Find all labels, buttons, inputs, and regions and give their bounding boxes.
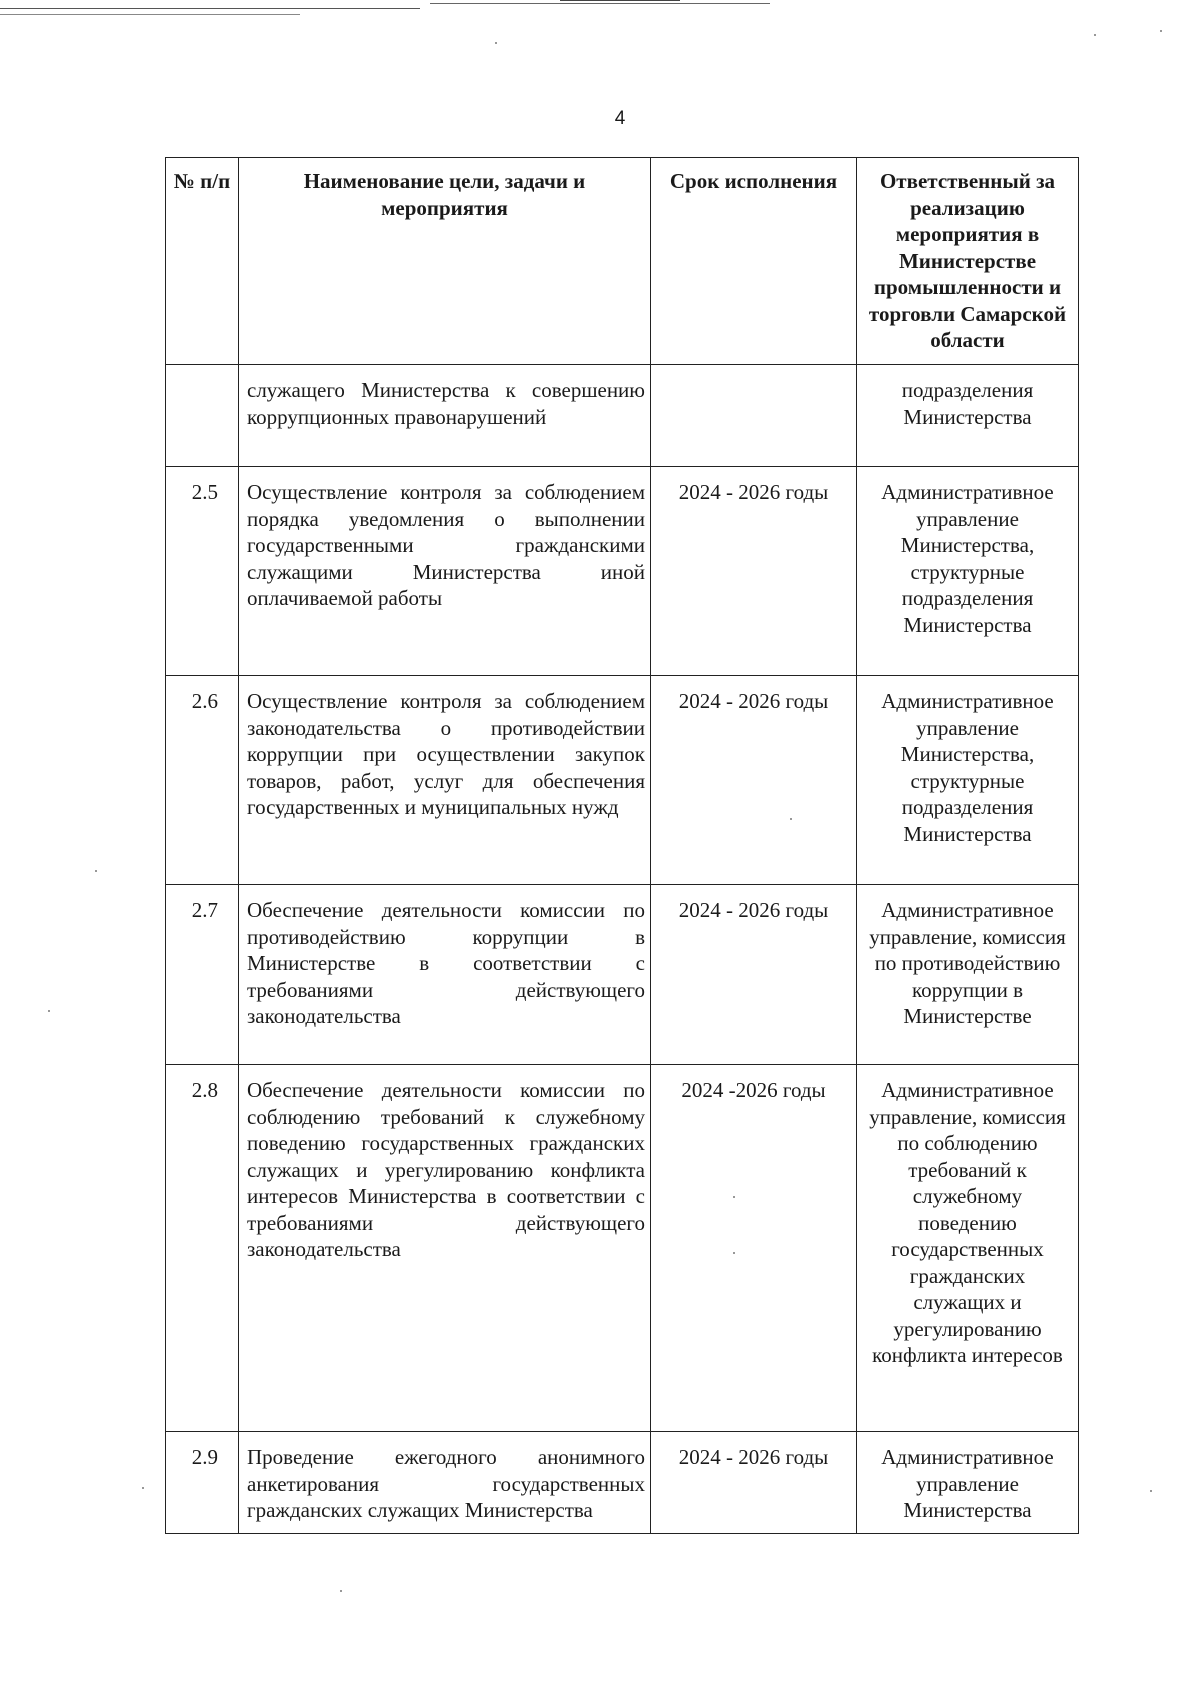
row-num: 2.5 xyxy=(166,467,239,676)
table-row xyxy=(166,1065,1079,1432)
scan-speck xyxy=(733,1196,735,1198)
row-name: Обеспечение деятельности комиссии по соблюдению требований к служебному поведению государственных гражданских служащих и урегулированию конфликта интересов Министерства в соответствии с требованиями действующего законодательства xyxy=(239,1065,651,1432)
row-term: 2024 - 2026 годы xyxy=(651,885,857,1065)
row-responsible: Административное управление, комиссия по соблюдению требований к служебному поведению государственных гражданских служащих и урегулированию конфликта интересов xyxy=(857,1065,1079,1432)
table-row xyxy=(166,365,1079,467)
header-num: № п/п xyxy=(166,158,239,365)
row-name: Обеспечение деятельности комиссии по противодействию коррупции в Министерстве в соответствии с требованиями действующего законодательства xyxy=(239,885,651,1065)
scan-speck xyxy=(95,870,97,872)
row-term: 2024 -2026 годы xyxy=(651,1065,857,1432)
row-num: 2.9 xyxy=(166,1432,239,1534)
row-name: Осуществление контроля за соблюдением законодательства о противодействии коррупции при осуществлении закупок товаров, работ, услуг для обеспечения государственных и муниципальных нужд xyxy=(239,676,651,885)
row-term: 2024 - 2026 годы xyxy=(651,467,857,676)
scan-speck xyxy=(495,42,497,44)
scan-edge-line xyxy=(560,0,680,1)
table-row xyxy=(166,885,1079,1065)
row-term: 2024 - 2026 годы xyxy=(651,1432,857,1534)
row-responsible: Административное управление Министерства, структурные подразделения Министерства xyxy=(857,676,1079,885)
scan-edge-line xyxy=(0,14,300,15)
header-name: Наименование цели, задачи и мероприятия xyxy=(239,158,651,365)
row-responsible: подразделения Министерства xyxy=(857,365,1079,467)
row-num xyxy=(166,365,239,467)
scan-speck xyxy=(1160,30,1162,32)
row-num: 2.7 xyxy=(166,885,239,1065)
table-row xyxy=(166,467,1079,676)
plan-table xyxy=(165,157,1079,1534)
header-responsible: Ответственный за реализацию мероприятия в Министерстве промышленности и торговли Самарской области xyxy=(857,158,1079,365)
row-name: Осуществление контроля за соблюдением порядка уведомления о выполнении государственными гражданскими служащими Министерства иной оплачиваемой работы xyxy=(239,467,651,676)
row-name: служащего Министерства к совершению коррупционных правонарушений xyxy=(239,365,651,467)
scan-edge-line xyxy=(430,3,770,4)
row-responsible: Административное управление Министерства, структурные подразделения Министерства xyxy=(857,467,1079,676)
scan-speck xyxy=(1094,34,1096,36)
scan-speck xyxy=(340,1590,342,1592)
row-term xyxy=(651,365,857,467)
row-num: 2.6 xyxy=(166,676,239,885)
row-responsible: Административное управление, комиссия по противодействию коррупции в Министерстве xyxy=(857,885,1079,1065)
scan-speck xyxy=(48,1010,50,1012)
scan-speck xyxy=(142,1487,144,1489)
table-header-row xyxy=(166,158,1079,365)
scan-edge-line xyxy=(0,8,420,9)
table-row xyxy=(166,676,1079,885)
row-name: Проведение ежегодного анонимного анкетирования государственных гражданских служащих Министерства xyxy=(239,1432,651,1534)
row-term: 2024 - 2026 годы xyxy=(651,676,857,885)
scan-speck xyxy=(1150,1490,1152,1492)
row-responsible: Административное управление Министерства xyxy=(857,1432,1079,1534)
scan-speck xyxy=(733,1252,735,1254)
scan-speck xyxy=(790,818,792,820)
page-number: 4 xyxy=(614,108,626,129)
table-row xyxy=(166,1432,1079,1534)
row-num: 2.8 xyxy=(166,1065,239,1432)
header-term: Срок исполнения xyxy=(651,158,857,365)
